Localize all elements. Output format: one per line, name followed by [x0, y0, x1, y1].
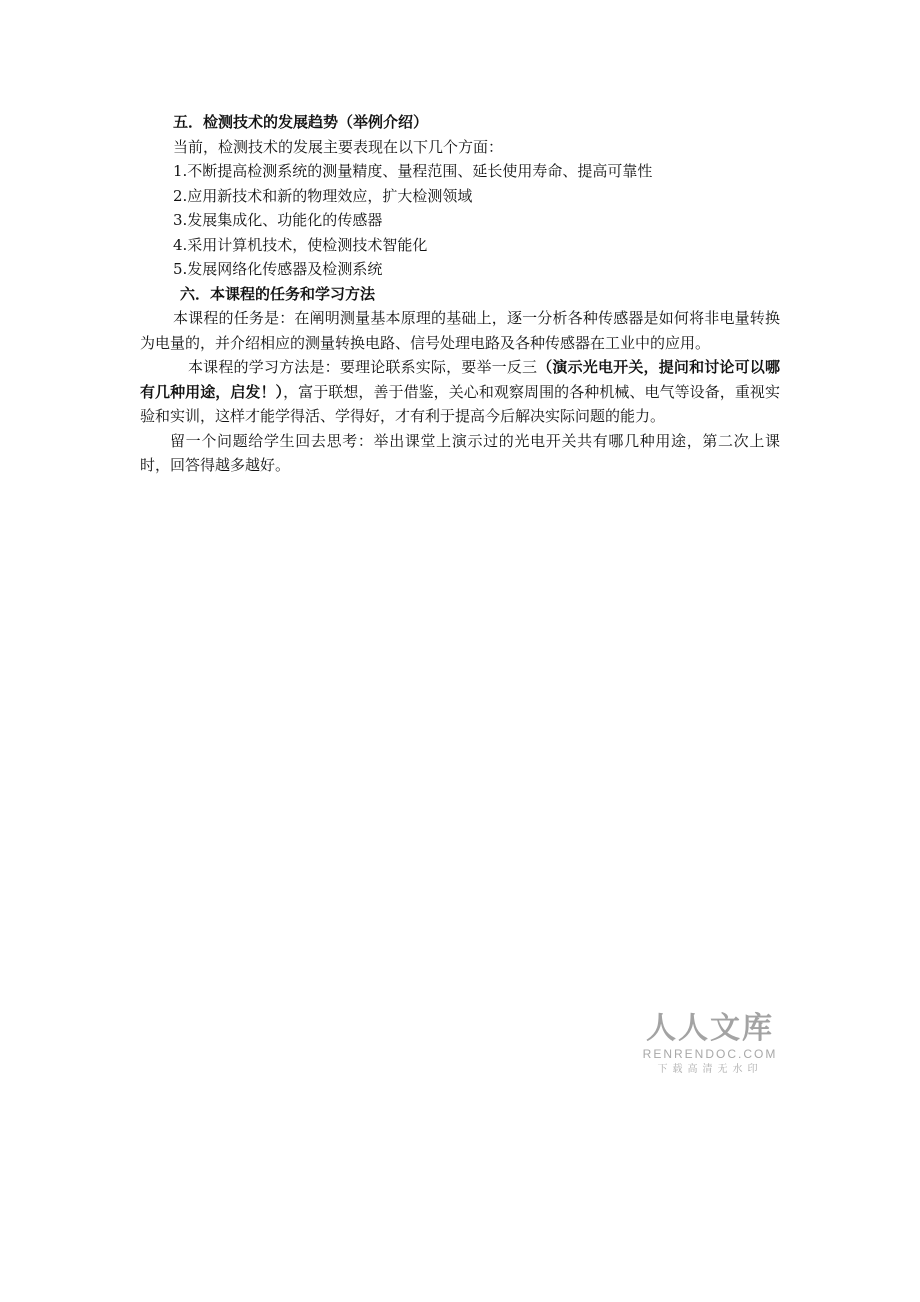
watermark-brand: 人人文库: [646, 1011, 774, 1046]
method-lead-text: 本课程的学习方法是：要理论联系实际，要举一反三: [188, 358, 538, 376]
task-paragraph: 本课程的任务是：在阐明测量基本原理的基础上，逐一分析各种传感器是如何将非电量转换为电量的，并介绍相应的测量转换电路、信号处理电路及各种传感器在工业中的应用。: [140, 309, 780, 352]
section-6-heading: 六．本课程的任务和学习方法: [180, 284, 376, 303]
method-tail-text: ，富于联想，善于借鉴，关心和观察周围的各种机械、电气等设备，重视实验和实训，这样才能学得活、学得好，才有利于提高今后解决实际问题的能力。: [140, 382, 780, 425]
list-item: 3.发展集成化、功能化的传感器: [173, 211, 383, 229]
watermark-logo: [640, 1012, 780, 1078]
section-5-intro: 当前，检测技术的发展主要表现在以下几个方面：: [173, 137, 504, 156]
question-paragraph: 留一个问题给学生回去思考：举出课堂上演示过的光电开关共有哪几种用途，第二次上课时，回答得越多越好。: [140, 431, 780, 474]
watermark-tagline: 下载高清无水印: [657, 1064, 763, 1075]
list-item: 4.采用计算机技术，使检测技术智能化: [173, 235, 428, 254]
list-item: 5.发展网络化传感器及检测系统: [173, 260, 383, 278]
list-item: 2.应用新技术和新的物理效应，扩大检测领域: [173, 186, 473, 205]
document-body: [140, 110, 780, 478]
list-item: 1.不断提高检测系统的测量精度、量程范围、延长使用寿命、提高可靠性: [173, 162, 653, 180]
method-paragraph: [140, 355, 780, 429]
watermark-url: RENRENDOC.COM: [642, 1047, 778, 1061]
method-highlight-text: （演示光电开关，提问和讨论可以哪有几种用途，启发！）: [140, 358, 780, 401]
section-5-heading: 五．检测技术的发展趋势（举例介绍）: [173, 113, 429, 131]
